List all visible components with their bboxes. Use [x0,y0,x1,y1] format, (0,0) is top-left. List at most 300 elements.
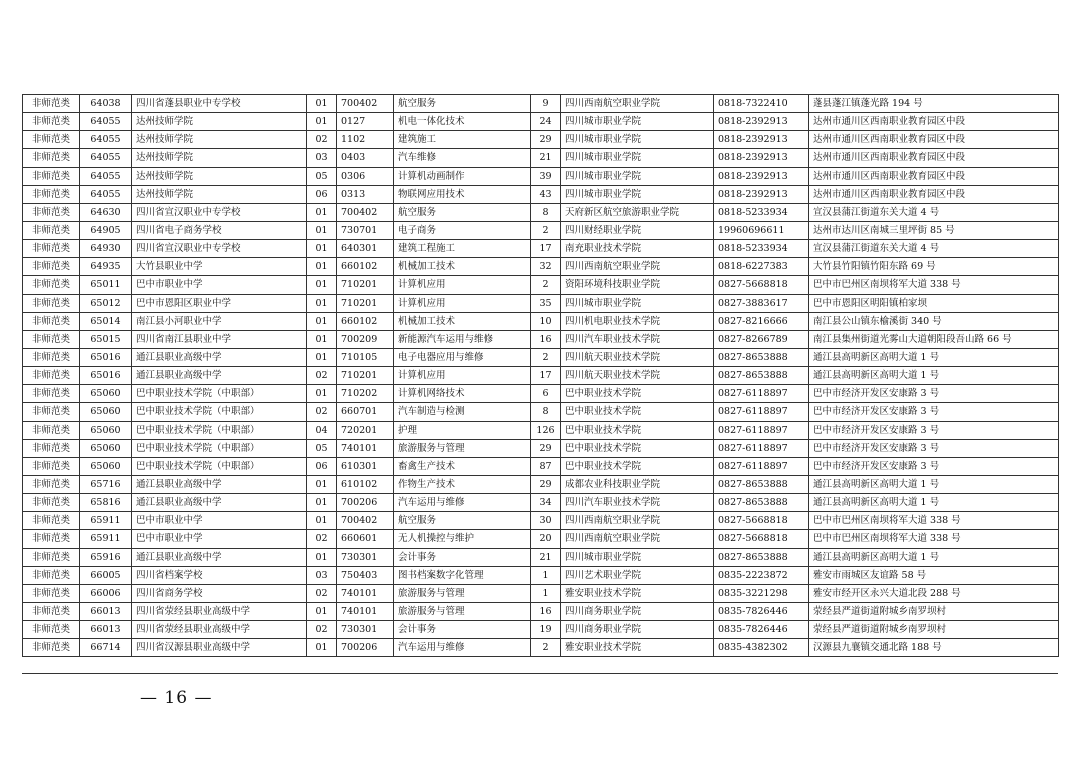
seq-cell: 01 [307,475,337,493]
major-name-cell: 物联网应用技术 [394,185,531,203]
college-cell: 四川航天职业技术学院 [561,348,714,366]
table-row [23,512,1059,530]
major-name-cell: 旅游服务与管理 [394,439,531,457]
phone-cell: 0835-4382302 [714,639,809,657]
address-cell: 达州市通川区西南职业教育园区中段 [809,167,1059,185]
phone-cell: 0835-7826446 [714,621,809,639]
major-code-cell: 660102 [337,312,394,330]
count-cell: 2 [531,276,561,294]
school-name-cell: 四川省蓬县职业中专学校 [132,95,307,113]
college-cell: 四川西南航空职业学院 [561,95,714,113]
category-cell: 非师范类 [23,403,80,421]
table-row [23,584,1059,602]
major-code-cell: 700206 [337,494,394,512]
category-cell: 非师范类 [23,131,80,149]
college-cell: 雅安职业技术学院 [561,584,714,602]
major-name-cell: 会计事务 [394,548,531,566]
school-code-cell: 65916 [80,548,132,566]
address-cell: 巴中市经济开发区安康路 3 号 [809,439,1059,457]
college-cell: 四川西南航空职业学院 [561,258,714,276]
school-code-cell: 65060 [80,421,132,439]
phone-cell: 0818-6227383 [714,258,809,276]
major-code-cell: 710202 [337,385,394,403]
count-cell: 17 [531,367,561,385]
college-cell: 四川城市职业学院 [561,294,714,312]
phone-cell: 0818-2392913 [714,131,809,149]
school-name-cell: 通江县职业高级中学 [132,367,307,385]
phone-cell: 0827-3883617 [714,294,809,312]
school-code-cell: 64055 [80,185,132,203]
count-cell: 126 [531,421,561,439]
seq-cell: 01 [307,294,337,312]
major-name-cell: 护理 [394,421,531,439]
category-cell: 非师范类 [23,530,80,548]
college-cell: 成都农业科技职业学院 [561,475,714,493]
count-cell: 2 [531,221,561,239]
school-name-cell: 巴中职业技术学院（中职部） [132,421,307,439]
table-row [23,494,1059,512]
school-name-cell: 四川省宣汉职业中专学校 [132,203,307,221]
address-cell: 达州市通川区西南职业教育园区中段 [809,131,1059,149]
table-row [23,548,1059,566]
footer-divider [22,673,1058,674]
college-cell: 四川汽车职业技术学院 [561,494,714,512]
address-cell: 荥经县严道街道附城乡南罗坝村 [809,602,1059,620]
major-code-cell: 700402 [337,95,394,113]
phone-cell: 0827-8653888 [714,367,809,385]
category-cell: 非师范类 [23,457,80,475]
school-code-cell: 65014 [80,312,132,330]
category-cell: 非师范类 [23,494,80,512]
college-cell: 四川城市职业学院 [561,131,714,149]
phone-cell: 0827-8653888 [714,548,809,566]
major-name-cell: 无人机操控与维护 [394,530,531,548]
count-cell: 39 [531,167,561,185]
college-cell: 巴中职业技术学院 [561,421,714,439]
major-code-cell: 660601 [337,530,394,548]
major-code-cell: 750403 [337,566,394,584]
count-cell: 8 [531,403,561,421]
address-cell: 达州市通川区西南职业教育园区中段 [809,185,1059,203]
category-cell: 非师范类 [23,348,80,366]
college-cell: 南充职业技术学院 [561,240,714,258]
count-cell: 21 [531,149,561,167]
school-name-cell: 四川省荥经县职业高级中学 [132,621,307,639]
address-cell: 汉源县九襄镇交通北路 188 号 [809,639,1059,657]
table-row [23,457,1059,475]
table-row [23,131,1059,149]
category-cell: 非师范类 [23,185,80,203]
school-code-cell: 65816 [80,494,132,512]
count-cell: 30 [531,512,561,530]
school-code-cell: 65911 [80,512,132,530]
seq-cell: 01 [307,548,337,566]
college-cell: 四川城市职业学院 [561,548,714,566]
college-cell: 巴中职业技术学院 [561,403,714,421]
college-cell: 四川机电职业技术学院 [561,312,714,330]
table-row [23,421,1059,439]
major-name-cell: 计算机应用 [394,294,531,312]
count-cell: 29 [531,475,561,493]
seq-cell: 04 [307,421,337,439]
table-row [23,403,1059,421]
address-cell: 南江县公山镇东榆溪街 340 号 [809,312,1059,330]
seq-cell: 01 [307,494,337,512]
major-name-cell: 汽车制造与检测 [394,403,531,421]
school-code-cell: 66013 [80,602,132,620]
phone-cell: 0818-5233934 [714,203,809,221]
address-cell: 大竹县竹阳镇竹阳东路 69 号 [809,258,1059,276]
major-name-cell: 航空服务 [394,512,531,530]
phone-cell: 0818-7322410 [714,95,809,113]
college-cell: 四川汽车职业技术学院 [561,330,714,348]
major-name-cell: 机电一体化技术 [394,113,531,131]
school-name-cell: 四川省宣汉职业中专学校 [132,240,307,258]
college-cell: 四川艺术职业学院 [561,566,714,584]
page-number: — 16 — [140,688,213,708]
school-code-cell: 64055 [80,131,132,149]
major-name-cell: 会计事务 [394,621,531,639]
category-cell: 非师范类 [23,203,80,221]
address-cell: 巴中市经济开发区安康路 3 号 [809,457,1059,475]
major-code-cell: 730301 [337,621,394,639]
major-name-cell: 计算机动画制作 [394,167,531,185]
address-cell: 通江县高明新区高明大道 1 号 [809,548,1059,566]
phone-cell: 0818-2392913 [714,185,809,203]
school-code-cell: 65060 [80,403,132,421]
phone-cell: 0818-2392913 [714,113,809,131]
count-cell: 2 [531,639,561,657]
table-row [23,385,1059,403]
major-code-cell: 1102 [337,131,394,149]
phone-cell: 0827-5668818 [714,276,809,294]
college-cell: 巴中职业技术学院 [561,385,714,403]
count-cell: 24 [531,113,561,131]
table-row [23,149,1059,167]
major-name-cell: 航空服务 [394,95,531,113]
phone-cell: 0827-6118897 [714,439,809,457]
category-cell: 非师范类 [23,113,80,131]
phone-cell: 0818-5233934 [714,240,809,258]
major-code-cell: 710105 [337,348,394,366]
school-name-cell: 四川省汉源县职业高级中学 [132,639,307,657]
school-name-cell: 巴中职业技术学院（中职部） [132,385,307,403]
major-name-cell: 建筑施工 [394,131,531,149]
table-row [23,221,1059,239]
category-cell: 非师范类 [23,312,80,330]
school-code-cell: 66013 [80,621,132,639]
count-cell: 16 [531,330,561,348]
category-cell: 非师范类 [23,475,80,493]
address-cell: 通江县高明新区高明大道 1 号 [809,494,1059,512]
school-name-cell: 巴中职业技术学院（中职部） [132,439,307,457]
major-name-cell: 旅游服务与管理 [394,602,531,620]
school-name-cell: 四川省南江县职业中学 [132,330,307,348]
major-code-cell: 700206 [337,639,394,657]
address-cell: 巴中市巴州区南坝将军大道 338 号 [809,512,1059,530]
seq-cell: 01 [307,240,337,258]
school-code-cell: 65016 [80,367,132,385]
major-code-cell: 740101 [337,439,394,457]
college-cell: 四川航天职业技术学院 [561,367,714,385]
address-cell: 巴中市巴州区南坝将军大道 338 号 [809,530,1059,548]
school-code-cell: 65911 [80,530,132,548]
category-cell: 非师范类 [23,548,80,566]
major-code-cell: 640301 [337,240,394,258]
major-name-cell: 汽车运用与维修 [394,494,531,512]
college-cell: 四川商务职业学院 [561,621,714,639]
address-cell: 宣汉县蒲江街道东关大道 4 号 [809,203,1059,221]
major-name-cell: 电子商务 [394,221,531,239]
major-name-cell: 旅游服务与管理 [394,584,531,602]
school-name-cell: 巴中市职业中学 [132,512,307,530]
phone-cell: 0827-8653888 [714,494,809,512]
address-cell: 巴中市巴州区南坝将军大道 338 号 [809,276,1059,294]
table-row [23,639,1059,657]
seq-cell: 02 [307,403,337,421]
school-name-cell: 通江县职业高级中学 [132,494,307,512]
school-code-cell: 64630 [80,203,132,221]
college-cell: 四川西南航空职业学院 [561,530,714,548]
major-code-cell: 610301 [337,457,394,475]
count-cell: 1 [531,584,561,602]
category-cell: 非师范类 [23,330,80,348]
category-cell: 非师范类 [23,294,80,312]
major-name-cell: 汽车维修 [394,149,531,167]
category-cell: 非师范类 [23,276,80,294]
table-row [23,348,1059,366]
school-name-cell: 巴中市恩阳区职业中学 [132,294,307,312]
enrollment-table [22,94,1059,657]
category-cell: 非师范类 [23,167,80,185]
phone-cell: 0827-8653888 [714,475,809,493]
major-code-cell: 700209 [337,330,394,348]
count-cell: 20 [531,530,561,548]
seq-cell: 01 [307,113,337,131]
address-cell: 巴中市恩阳区明阳镇柏家坝 [809,294,1059,312]
school-code-cell: 64935 [80,258,132,276]
major-code-cell: 610102 [337,475,394,493]
address-cell: 巴中市经济开发区安康路 3 号 [809,403,1059,421]
count-cell: 16 [531,602,561,620]
major-name-cell: 机械加工技术 [394,312,531,330]
phone-cell: 0827-5668818 [714,530,809,548]
category-cell: 非师范类 [23,221,80,239]
table-row [23,113,1059,131]
count-cell: 35 [531,294,561,312]
major-code-cell: 710201 [337,367,394,385]
phone-cell: 0827-6118897 [714,421,809,439]
school-name-cell: 通江县职业高级中学 [132,348,307,366]
address-cell: 达州市通川区西南职业教育园区中段 [809,113,1059,131]
major-code-cell: 700402 [337,512,394,530]
school-code-cell: 64055 [80,167,132,185]
address-cell: 巴中市经济开发区安康路 3 号 [809,421,1059,439]
school-code-cell: 65011 [80,276,132,294]
school-code-cell: 65060 [80,457,132,475]
school-name-cell: 达州技师学院 [132,167,307,185]
major-name-cell: 作物生产技术 [394,475,531,493]
major-code-cell: 0403 [337,149,394,167]
school-code-cell: 65016 [80,348,132,366]
count-cell: 29 [531,131,561,149]
major-name-cell: 计算机网络技术 [394,385,531,403]
table-row [23,439,1059,457]
phone-cell: 0827-8266789 [714,330,809,348]
school-name-cell: 大竹县职业中学 [132,258,307,276]
school-code-cell: 66005 [80,566,132,584]
college-cell: 天府新区航空旅游职业学院 [561,203,714,221]
school-name-cell: 四川省商务学校 [132,584,307,602]
category-cell: 非师范类 [23,367,80,385]
phone-cell: 0835-7826446 [714,602,809,620]
category-cell: 非师范类 [23,566,80,584]
seq-cell: 01 [307,312,337,330]
count-cell: 10 [531,312,561,330]
seq-cell: 01 [307,258,337,276]
seq-cell: 01 [307,639,337,657]
school-code-cell: 64930 [80,240,132,258]
category-cell: 非师范类 [23,149,80,167]
major-code-cell: 740101 [337,602,394,620]
school-name-cell: 巴中职业技术学院（中职部） [132,403,307,421]
seq-cell: 01 [307,203,337,221]
phone-cell: 0835-3221298 [714,584,809,602]
table-row [23,185,1059,203]
seq-cell: 06 [307,457,337,475]
major-code-cell: 720201 [337,421,394,439]
address-cell: 雅安市雨城区友谊路 58 号 [809,566,1059,584]
seq-cell: 01 [307,276,337,294]
school-name-cell: 达州技师学院 [132,131,307,149]
major-code-cell: 730701 [337,221,394,239]
seq-cell: 05 [307,439,337,457]
count-cell: 8 [531,203,561,221]
count-cell: 32 [531,258,561,276]
college-cell: 四川商务职业学院 [561,602,714,620]
count-cell: 1 [531,566,561,584]
category-cell: 非师范类 [23,240,80,258]
category-cell: 非师范类 [23,439,80,457]
seq-cell: 02 [307,131,337,149]
college-cell: 四川城市职业学院 [561,185,714,203]
school-name-cell: 通江县职业高级中学 [132,548,307,566]
count-cell: 21 [531,548,561,566]
address-cell: 通江县高明新区高明大道 1 号 [809,475,1059,493]
school-name-cell: 通江县职业高级中学 [132,475,307,493]
major-name-cell: 机械加工技术 [394,258,531,276]
seq-cell: 02 [307,367,337,385]
phone-cell: 0827-6118897 [714,457,809,475]
major-name-cell: 航空服务 [394,203,531,221]
seq-cell: 01 [307,602,337,620]
major-code-cell: 660701 [337,403,394,421]
school-code-cell: 64055 [80,113,132,131]
count-cell: 87 [531,457,561,475]
major-name-cell: 电子电器应用与维修 [394,348,531,366]
address-cell: 南江县集州街道光雾山大道朝阳段吾山路 66 号 [809,330,1059,348]
category-cell: 非师范类 [23,602,80,620]
school-code-cell: 65015 [80,330,132,348]
table-row [23,475,1059,493]
table-row [23,330,1059,348]
seq-cell: 01 [307,221,337,239]
major-name-cell: 汽车运用与维修 [394,639,531,657]
seq-cell: 02 [307,621,337,639]
school-code-cell: 65060 [80,385,132,403]
table-row [23,566,1059,584]
table-row [23,312,1059,330]
phone-cell: 0827-8216666 [714,312,809,330]
school-name-cell: 巴中职业技术学院（中职部） [132,457,307,475]
school-code-cell: 66006 [80,584,132,602]
phone-cell: 0827-6118897 [714,385,809,403]
school-code-cell: 64905 [80,221,132,239]
table-row [23,95,1059,113]
phone-cell: 0827-8653888 [714,348,809,366]
major-code-cell: 700402 [337,203,394,221]
category-cell: 非师范类 [23,512,80,530]
count-cell: 17 [531,240,561,258]
college-cell: 四川城市职业学院 [561,113,714,131]
address-cell: 达州市通川区西南职业教育园区中段 [809,149,1059,167]
address-cell: 蓬县蓬江镇蓬光路 194 号 [809,95,1059,113]
major-code-cell: 0313 [337,185,394,203]
address-cell: 巴中市经济开发区安康路 3 号 [809,385,1059,403]
seq-cell: 03 [307,566,337,584]
college-cell: 巴中职业技术学院 [561,439,714,457]
phone-cell: 0827-5668818 [714,512,809,530]
count-cell: 43 [531,185,561,203]
seq-cell: 01 [307,330,337,348]
major-name-cell: 计算机应用 [394,276,531,294]
category-cell: 非师范类 [23,639,80,657]
phone-cell: 0827-6118897 [714,403,809,421]
school-name-cell: 南江县小河职业中学 [132,312,307,330]
college-cell: 四川西南航空职业学院 [561,512,714,530]
major-name-cell: 建筑工程施工 [394,240,531,258]
college-cell: 巴中职业技术学院 [561,457,714,475]
count-cell: 19 [531,621,561,639]
major-name-cell: 新能源汽车运用与维修 [394,330,531,348]
table-row [23,258,1059,276]
category-cell: 非师范类 [23,421,80,439]
school-name-cell: 达州技师学院 [132,149,307,167]
phone-cell: 0835-2223872 [714,566,809,584]
school-code-cell: 66714 [80,639,132,657]
college-cell: 雅安职业技术学院 [561,639,714,657]
category-cell: 非师范类 [23,584,80,602]
school-name-cell: 巴中市职业中学 [132,276,307,294]
seq-cell: 01 [307,512,337,530]
table-row [23,203,1059,221]
seq-cell: 03 [307,149,337,167]
table-row [23,530,1059,548]
count-cell: 6 [531,385,561,403]
school-code-cell: 65060 [80,439,132,457]
school-code-cell: 64038 [80,95,132,113]
school-name-cell: 达州技师学院 [132,113,307,131]
major-name-cell: 图书档案数字化管理 [394,566,531,584]
school-name-cell: 巴中市职业中学 [132,530,307,548]
table-row [23,621,1059,639]
major-code-cell: 0306 [337,167,394,185]
major-code-cell: 710201 [337,276,394,294]
college-cell: 资阳环境科技职业学院 [561,276,714,294]
phone-cell: 0818-2392913 [714,167,809,185]
category-cell: 非师范类 [23,95,80,113]
address-cell: 荥经县严道街道附城乡南罗坝村 [809,621,1059,639]
